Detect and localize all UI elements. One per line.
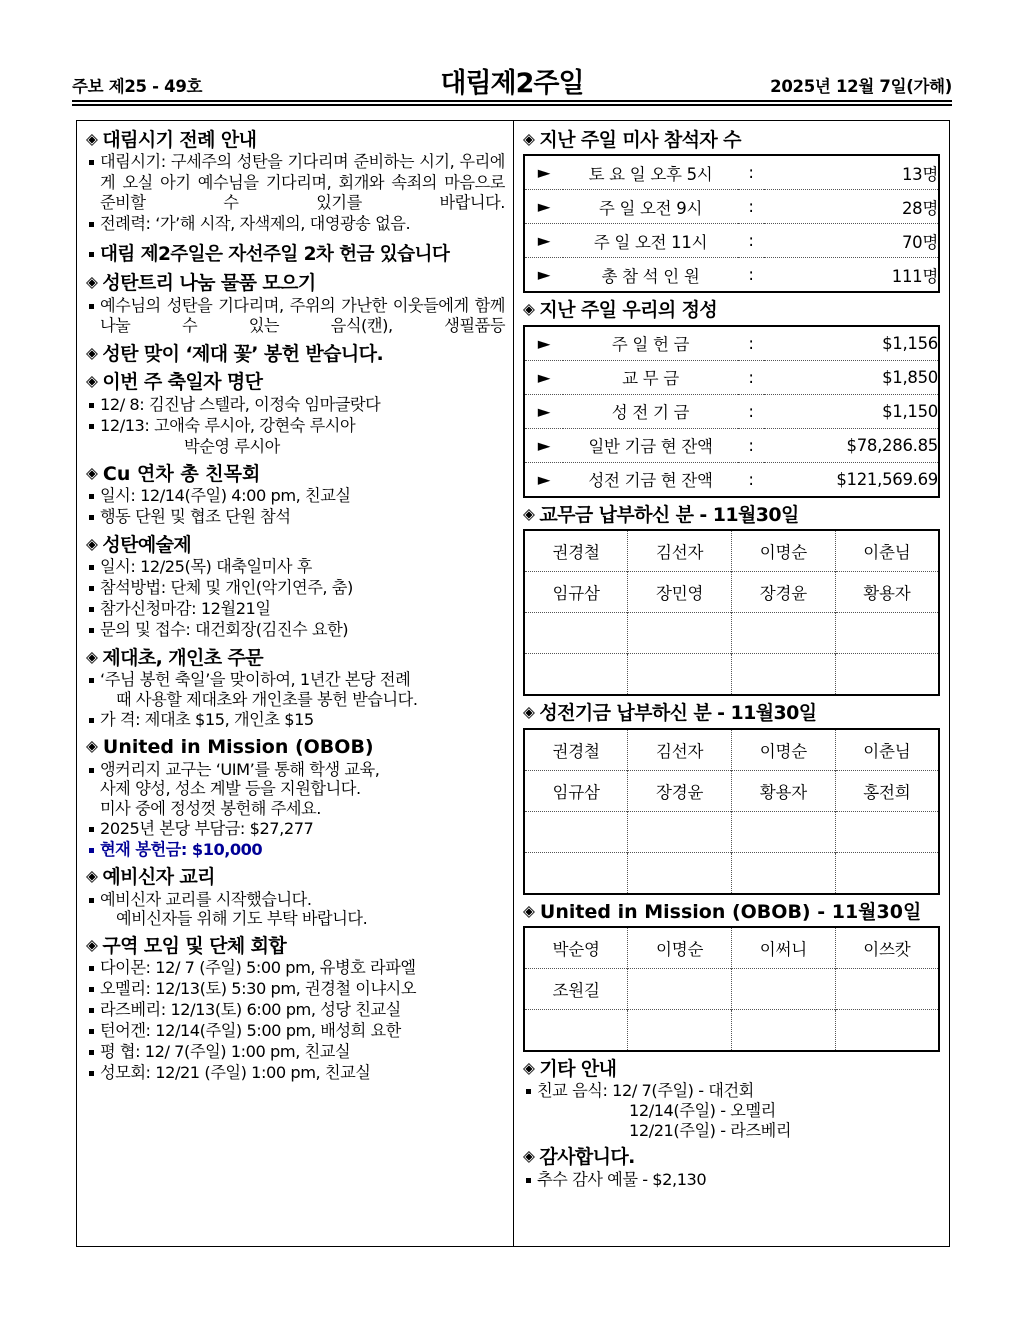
- row-colon: :: [748, 333, 754, 353]
- name-cell: 장민영: [628, 572, 732, 613]
- row-value: $1,850: [764, 360, 939, 394]
- name-cell: [628, 613, 732, 654]
- heading-text: 이번 주 축일자 명단: [102, 371, 263, 394]
- row-colon: :: [738, 258, 764, 293]
- table-row: [524, 155, 939, 190]
- heading-text: 성전기금 납부하신 분 - 11월30일: [539, 702, 817, 725]
- square-bullet-icon: [526, 1089, 531, 1094]
- content-frame: [76, 120, 950, 1247]
- masthead: [72, 60, 952, 100]
- obob-names-table: [523, 926, 940, 1052]
- name-cell: 황용자: [732, 770, 836, 811]
- diamond-icon: ◈: [523, 504, 535, 523]
- row-label: 성전 기금 현 잔액: [563, 462, 738, 497]
- heading-text: 예비신자 교리: [102, 866, 215, 889]
- name-cell: 권경철: [552, 543, 600, 563]
- row-label: 총 참 석 인 원: [563, 258, 738, 293]
- name-cell: 조원길: [524, 969, 628, 1010]
- building-fund-names-table: [523, 728, 940, 895]
- heading-text: 지난 주일 우리의 정성: [539, 299, 718, 322]
- uim-line-3: 미사 중에 정성껏 봉헌해 주세요.: [100, 798, 321, 818]
- row-value: 70명: [764, 224, 939, 258]
- section-heading-christmas-art-festival: [86, 534, 505, 556]
- table-row: [524, 224, 939, 258]
- name-cell: [732, 969, 836, 1010]
- name-cell: [628, 1010, 732, 1052]
- row-value: $1,156: [882, 333, 938, 353]
- square-bullet-icon: [89, 827, 94, 832]
- name-cell: 장경윤: [628, 770, 732, 811]
- table-row: [524, 190, 939, 224]
- name-cell: [628, 969, 732, 1010]
- diamond-icon: ◈: [86, 737, 98, 756]
- arrow-icon: ►: [524, 462, 563, 497]
- row-label: 토 요 일 오후 5시: [588, 164, 713, 184]
- name-cell: 이명순: [732, 530, 836, 572]
- offerings-table: [523, 325, 940, 498]
- row-colon: :: [738, 360, 764, 394]
- section-heading-building-fund-payers: [523, 702, 940, 724]
- list-item: [523, 1081, 940, 1140]
- row-colon: :: [748, 163, 754, 183]
- square-bullet-icon: [89, 222, 94, 227]
- square-bullet-icon: [89, 160, 94, 165]
- square-bullet-icon: [89, 607, 94, 612]
- name-cell: 황용자: [835, 572, 939, 613]
- square-bullet-icon: [89, 1008, 94, 1013]
- list-item: 2025년 본당 부담금: $27,277: [86, 819, 505, 839]
- list-item: 대림시기: 구세주의 성탄을 기다리며 준비하는 시기, 우리에게 오실 아기 예수님을 기다리며, 회개와 속죄의 마음으로 준비할 수 있기를 바랍니다.: [86, 152, 505, 213]
- name-cell: 박순영: [552, 940, 600, 960]
- list-item: 평 협: 12/ 7(주일) 1:00 pm, 친교실: [86, 1042, 505, 1062]
- list-item: 다이몬: 12/ 7 (주일) 5:00 pm, 유병호 라파엘: [86, 958, 505, 978]
- list-item: 참가신청마감: 12월21일: [86, 599, 505, 619]
- table-row: [524, 428, 939, 462]
- table-row: [524, 852, 939, 894]
- list-item: 12/ 8: 김진남 스텔라, 이정숙 임마글랏다: [86, 395, 505, 415]
- square-bullet-icon: [89, 718, 94, 723]
- name-cell: [835, 969, 939, 1010]
- list-item-continuation: [86, 437, 505, 457]
- name-cell: [835, 654, 939, 696]
- list-item: 일시: 12/25(목) 대축일미사 후: [86, 557, 505, 577]
- list-item: [86, 760, 505, 819]
- table-row: [524, 729, 939, 771]
- fellowship-meal-line-2: 12/14(주일) - 오멜리: [629, 1101, 776, 1121]
- square-bullet-icon: [89, 987, 94, 992]
- section-heading-candle-orders: [86, 647, 505, 669]
- table-row: [524, 770, 939, 811]
- row-value: $78,286.85: [764, 428, 939, 462]
- row-colon: :: [738, 190, 764, 224]
- square-bullet-icon: [89, 1071, 94, 1076]
- name-cell: [524, 654, 628, 696]
- list-item: 12/13: 고애숙 루시아, 강현숙 루시아: [86, 416, 505, 436]
- name-cell: [628, 852, 732, 894]
- name-cell: 이춘님: [835, 530, 939, 572]
- square-bullet-icon: [89, 403, 94, 408]
- square-bullet-icon: [89, 424, 94, 429]
- list-item: [86, 670, 505, 709]
- catechumen-line-1: 예비신자 교리를 시작했습니다.: [100, 889, 312, 909]
- arrow-icon: ►: [524, 428, 563, 462]
- uim-line-1: 앵커리지 교구는 ‘UIM’를 통해 학생 교육,: [100, 759, 380, 779]
- name-cell: 임규삼: [524, 572, 628, 613]
- page-title: 대림제2주일: [440, 68, 584, 99]
- list-item: 일시: 12/14(주일) 4:00 pm, 친교실: [86, 486, 505, 506]
- row-label: 주 일 오전 11시: [563, 224, 738, 258]
- diamond-icon: ◈: [523, 1147, 535, 1166]
- list-item: 예수님의 성탄을 기다리며, 주위의 가난한 이웃들에게 함께 나눌 수 있는 음식(캔), 생필품등: [86, 296, 505, 337]
- heading-text: 대림시기 전례 안내: [102, 129, 257, 151]
- heading-text: 감사합니다.: [539, 1146, 635, 1169]
- list-item: 가 격: 제대초 $15, 개인초 $15: [86, 710, 505, 730]
- name-cell: [524, 1010, 628, 1052]
- name-cell: [835, 852, 939, 894]
- diamond-icon: ◈: [86, 464, 98, 482]
- fellowship-meal-line-3: 12/21(주일) - 라즈베리: [629, 1120, 792, 1140]
- table-row: [524, 326, 939, 361]
- heading-text: United in Mission (OBOB): [102, 736, 374, 759]
- highlight-charity-collection: 대림 제2주일은 자선주일 2차 헌금 있습니다: [86, 243, 505, 267]
- name-cell: 이쓰캇: [835, 927, 939, 969]
- heading-text: 구역 모임 및 단체 회합: [102, 935, 287, 958]
- heading-text: 기타 안내: [539, 1058, 617, 1081]
- right-column: [514, 121, 949, 1246]
- left-column: [77, 121, 514, 1246]
- section-heading-united-in-mission: [86, 736, 505, 758]
- section-heading-thanks: [523, 1146, 940, 1168]
- heading-text: 지난 주일 미사 참석자 수: [539, 129, 741, 151]
- section-heading-dues-payers: [523, 504, 940, 526]
- table-row: [524, 258, 939, 293]
- name-cell: 권경철: [552, 741, 600, 761]
- row-colon: :: [738, 428, 764, 462]
- square-bullet-icon: [89, 898, 94, 903]
- square-bullet-icon: [89, 848, 94, 853]
- name-cell: [732, 654, 836, 696]
- list-item: 추수 감사 예물 - $2,130: [523, 1170, 940, 1190]
- square-bullet-icon: [89, 1029, 94, 1034]
- list-item: 턴어겐: 12/14(주일) 5:00 pm, 배성희 요한: [86, 1021, 505, 1041]
- diamond-icon: ◈: [523, 901, 535, 920]
- heading-text: United in Mission (OBOB) - 11월30일: [539, 900, 922, 923]
- square-bullet-icon: [89, 966, 94, 971]
- square-bullet-icon: [89, 1050, 94, 1055]
- row-label: 교 무 금: [563, 360, 738, 394]
- row-value: $121,569.69: [764, 462, 939, 497]
- issue-number: 주보 제25 - 49호: [72, 77, 203, 96]
- section-heading-cu-annual-meeting: [86, 463, 505, 485]
- name-cell: [524, 613, 628, 654]
- uim-current-offering: 현재 봉헌금: $10,000: [86, 840, 505, 860]
- heading-text: 성탄트리 나눔 물품 모으기: [102, 272, 316, 295]
- square-bullet-icon: [526, 1178, 531, 1183]
- dues-names-table: [523, 529, 940, 696]
- name-cell: [835, 811, 939, 852]
- table-row: [524, 654, 939, 696]
- name-cell: [628, 811, 732, 852]
- square-bullet-icon: [89, 678, 94, 683]
- section-heading-advent-liturgy: [86, 129, 505, 151]
- row-label: 일반 기금 현 잔액: [563, 428, 738, 462]
- uim-line-2: 사제 양성, 성소 계발 등을 지원합니다.: [100, 779, 361, 799]
- table-row: [524, 572, 939, 613]
- name-cell: [732, 1010, 836, 1052]
- table-row: [524, 927, 939, 969]
- row-colon: :: [738, 224, 764, 258]
- diamond-icon: ◈: [523, 130, 535, 148]
- section-heading-attendance: [523, 129, 940, 151]
- row-colon: :: [738, 462, 764, 497]
- row-value: $1,150: [764, 394, 939, 428]
- row-value: 13명: [901, 164, 938, 184]
- issue-date: 2025년 12월 7일(가해): [770, 77, 952, 96]
- feast-days-extra-name: 박순영 루시아: [184, 436, 280, 456]
- name-cell: 홍전희: [835, 770, 939, 811]
- section-heading-other-notices: [523, 1058, 940, 1080]
- row-colon: :: [738, 394, 764, 428]
- diamond-icon: ◈: [86, 534, 98, 553]
- diamond-icon: ◈: [86, 647, 98, 666]
- list-item: 라즈베리: 12/13(토) 6:00 pm, 성당 친교실: [86, 1000, 505, 1020]
- list-item: 행동 단원 및 협조 단원 참석: [86, 507, 505, 527]
- name-cell: [732, 811, 836, 852]
- arrow-icon: ►: [524, 190, 563, 224]
- arrow-icon: ►: [524, 394, 563, 428]
- square-bullet-icon: [89, 565, 94, 570]
- name-cell: [524, 811, 628, 852]
- square-bullet-icon: [89, 628, 94, 633]
- name-cell: 김선자: [628, 729, 732, 771]
- heading-text: 제대초, 개인초 주문: [102, 646, 264, 669]
- diamond-icon: ◈: [86, 273, 98, 292]
- list-item: 전례력: ‘가’해 시작, 자색제의, 대영광송 없음.: [86, 214, 505, 234]
- name-cell: [835, 613, 939, 654]
- name-cell: 이명순: [732, 729, 836, 771]
- name-cell: [628, 654, 732, 696]
- catechumen-line-2: 예비신자들 위해 기도 부탁 바랍니다.: [116, 909, 368, 929]
- diamond-icon: ◈: [86, 130, 98, 148]
- name-cell: [524, 852, 628, 894]
- fellowship-meal-line-1: 친교 음식: 12/ 7(주일) - 대건회: [537, 1081, 754, 1101]
- square-bullet-icon: [89, 304, 94, 309]
- diamond-icon: ◈: [523, 703, 535, 722]
- name-cell: [732, 852, 836, 894]
- table-row: [524, 811, 939, 852]
- square-bullet-icon: [89, 586, 94, 591]
- arrow-icon: ►: [524, 258, 563, 293]
- section-heading-offerings: [523, 299, 940, 321]
- diamond-icon: ◈: [523, 1059, 535, 1078]
- table-row: [524, 613, 939, 654]
- section-heading-district-meetings: [86, 935, 505, 957]
- table-row: [524, 462, 939, 497]
- square-bullet-icon: [89, 494, 94, 499]
- section-heading-feast-days: [86, 371, 505, 393]
- list-item: 오멜리: 12/13(토) 5:30 pm, 권경철 이냐시오: [86, 979, 505, 999]
- arrow-icon: ►: [524, 224, 563, 258]
- section-heading-altar-flowers: [86, 343, 505, 365]
- name-cell: 장경윤: [732, 572, 836, 613]
- arrow-icon: ►: [537, 163, 551, 183]
- header-divider: [72, 100, 952, 106]
- heading-text: 성탄예술제: [102, 533, 192, 556]
- heading-text: 교무금 납부하신 분 - 11월30일: [539, 503, 799, 526]
- diamond-icon: ◈: [86, 343, 98, 362]
- diamond-icon: ◈: [86, 372, 98, 391]
- list-item: 성모회: 12/21 (주일) 1:00 pm, 친교실: [86, 1063, 505, 1083]
- heading-text: Cu 연차 총 친목회: [102, 463, 261, 485]
- row-value: 111명: [764, 258, 939, 293]
- section-heading-catechumen-class: [86, 866, 505, 888]
- table-row: [524, 530, 939, 572]
- row-label: 주 일 헌 금: [611, 335, 690, 355]
- square-bullet-icon: [89, 515, 94, 520]
- candle-line-2: 때 사용할 제대초와 개인초를 봉헌 받습니다.: [116, 689, 418, 709]
- list-item: 참석방법: 단체 및 개인(악기연주, 춤): [86, 578, 505, 598]
- name-cell: 이춘님: [835, 729, 939, 771]
- table-row: [524, 969, 939, 1010]
- list-item: 문의 및 접수: 대건회장(김진수 요한): [86, 620, 505, 640]
- heading-text: 성탄 맞이 ‘제대 꽃’ 봉헌 받습니다.: [102, 342, 384, 365]
- row-value: 28명: [764, 190, 939, 224]
- diamond-icon: ◈: [86, 936, 98, 955]
- name-cell: 이명순: [628, 927, 732, 969]
- table-row: [524, 1010, 939, 1052]
- attendance-table: [523, 154, 940, 293]
- arrow-icon: ►: [537, 333, 551, 353]
- table-row: [524, 394, 939, 428]
- row-label: 주 일 오전 9시: [563, 190, 738, 224]
- arrow-icon: ►: [524, 360, 563, 394]
- row-label: 성 전 기 금: [563, 394, 738, 428]
- list-item: [86, 890, 505, 929]
- name-cell: [835, 1010, 939, 1052]
- table-row: [524, 360, 939, 394]
- name-cell: 김선자: [628, 530, 732, 572]
- candle-line-1: ‘주님 봉헌 축일’을 맞이하여, 1년간 본당 전례: [100, 670, 411, 690]
- name-cell: 이써니: [732, 927, 836, 969]
- square-bullet-icon: [89, 768, 94, 773]
- square-bullet-icon: [89, 252, 94, 257]
- section-heading-obob-payers: [523, 901, 940, 923]
- diamond-icon: ◈: [523, 300, 535, 319]
- section-heading-christmas-tree-gifts: [86, 272, 505, 294]
- diamond-icon: ◈: [86, 867, 98, 886]
- name-cell: 임규삼: [524, 770, 628, 811]
- name-cell: [732, 613, 836, 654]
